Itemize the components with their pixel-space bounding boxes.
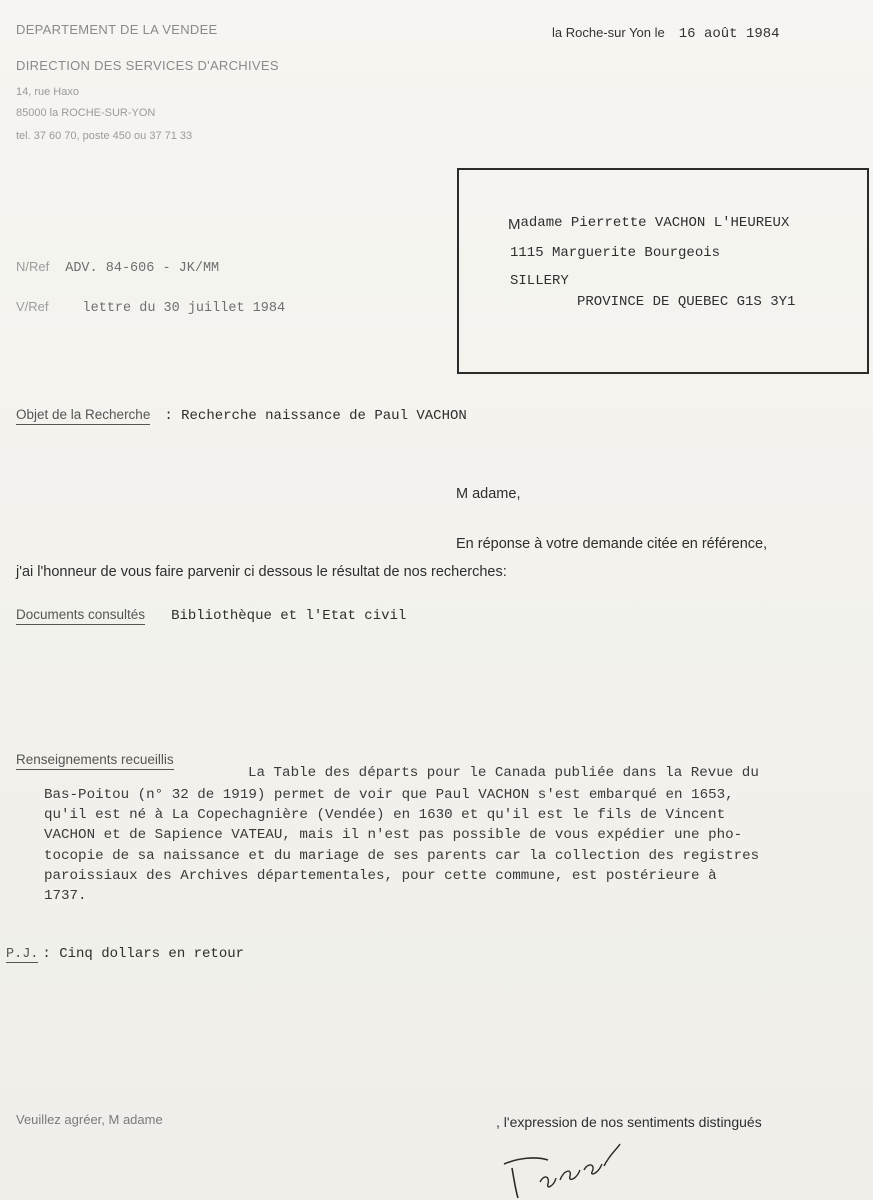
findings-line-1: La Table des départs pour le Canada publiée dans la Revue du xyxy=(248,765,759,781)
subject-label: Objet de la Recherche xyxy=(16,407,150,425)
documents-line xyxy=(16,606,406,624)
subject-line xyxy=(16,406,467,424)
our-ref-label: N/Ref xyxy=(16,259,50,274)
intro-line-1: En réponse à votre demande citée en référence, xyxy=(456,536,768,552)
letterhead-city: 85000 la ROCHE-SUR-YON xyxy=(16,107,156,119)
findings-line-2: Bas-Poitou (n° 32 de 1919) permet de voir que Paul VACHON s'est embarqué en 1653, xyxy=(44,787,734,803)
letterhead-department: DEPARTEMENT DE LA VENDEE xyxy=(16,22,218,37)
salutation: M adame, xyxy=(456,486,521,502)
recipient-address-box xyxy=(457,168,869,374)
recipient-province: PROVINCE DE QUEBEC G1S 3Y1 xyxy=(577,294,796,310)
our-reference xyxy=(16,258,219,276)
documents-value: Bibliothèque et l'Etat civil xyxy=(171,608,407,624)
signature-svg xyxy=(500,1140,640,1200)
recipient-name-initial: M xyxy=(508,216,521,233)
enclosure-label: P.J. xyxy=(6,947,39,962)
recipient-name xyxy=(508,216,789,234)
signature-mark xyxy=(500,1140,640,1200)
findings-line-5: tocopie de sa naissance et du mariage de ses parents car la collection des registres xyxy=(44,848,760,864)
your-reference xyxy=(16,298,285,316)
enclosure-value: : Cinq dollars en retour xyxy=(42,946,245,962)
recipient-street: 1115 Marguerite Bourgeois xyxy=(510,245,721,261)
date-line xyxy=(552,24,780,42)
date-value: 16 août 1984 xyxy=(678,26,780,42)
documents-label: Documents consultés xyxy=(16,607,145,625)
recipient-city: SILLERY xyxy=(510,273,569,289)
closing-left: Veuillez agréer, M adame xyxy=(16,1112,163,1127)
findings-line-3: qu'il est né à La Copechagnière (Vendée) en 1630 et qu'il est le fils de Vincent xyxy=(44,807,726,823)
recipient-name-rest: adame Pierrette VACHON L'HEUREUX xyxy=(520,215,790,231)
letterhead-direction: DIRECTION DES SERVICES D'ARCHIVES xyxy=(16,58,279,73)
closing-right: , l'expression de nos sentiments distingués xyxy=(496,1114,762,1130)
letterhead-street: 14, rue Haxo xyxy=(16,86,79,98)
findings-line-7: 1737. xyxy=(44,888,87,904)
your-ref-value: lettre du 30 juillet 1984 xyxy=(82,301,286,316)
findings-line-4: VACHON et de Sapience VATEAU, mais il n'est pas possible de vous expédier une pho- xyxy=(44,827,743,843)
findings-line-6: paroissiaux des Archives départementales, pour cette commune, est postérieure à xyxy=(44,868,717,884)
intro-line-2: j'ai l'honneur de vous faire parvenir ci dessous le résultat de nos recherches: xyxy=(16,564,507,580)
findings-label: Renseignements recueillis xyxy=(16,752,174,770)
letterhead-phone: tel. 37 60 70, poste 450 ou 37 71 33 xyxy=(16,130,193,142)
subject-value: : Recherche naissance de Paul VACHON xyxy=(164,408,467,424)
your-ref-label: V/Ref xyxy=(16,299,49,314)
date-place: la Roche-sur Yon le xyxy=(552,25,665,40)
our-ref-value: ADV. 84-606 - JK/MM xyxy=(65,261,220,276)
enclosure-line xyxy=(6,944,244,962)
